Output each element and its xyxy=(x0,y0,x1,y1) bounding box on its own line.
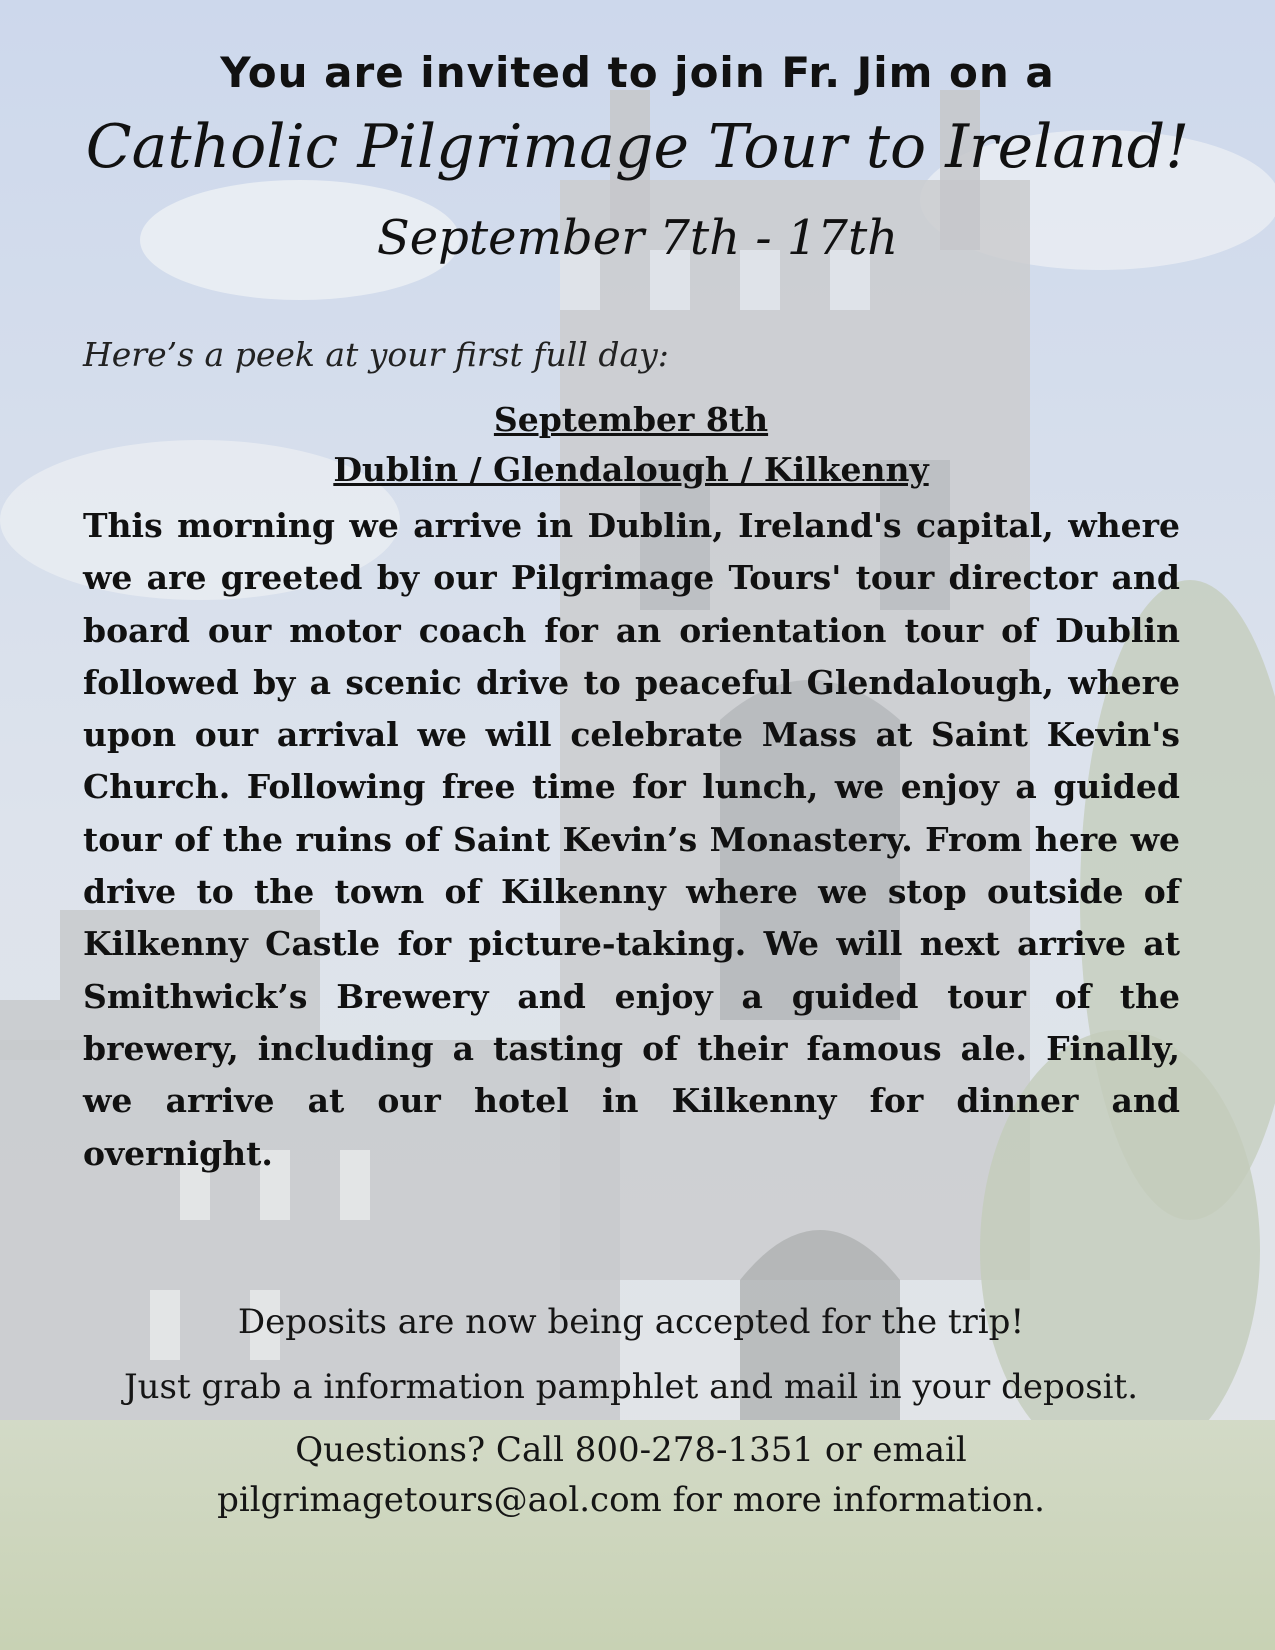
tour-dates: September 7th - 17th xyxy=(376,210,899,266)
itinerary-paragraph: This morning we arrive in Dublin, Ireland's capital, where we are greeted by our Pilgrimage Tours' tour director and board our motor coach for an orientation tour of Dublin followed by a scenic drive to peaceful Glendalough, where upon our arrival we will celebrate Mass at Saint Kevin's Church. Following free time for lunch, we enjoy a guided tour of the ruins of Saint Kevin’s Monastery. From here we drive to the town of Kilkenny where we stop outside of Kilkenny Castle for picture-taking. We will next arrive at Smithwick’s Brewery and enjoy a guided tour of the brewery, including a tasting of their famous ale. Finally, we arrive at our hotel in Kilkenny for dinner and overnight. xyxy=(83,506,1180,1173)
pamphlet-line: Just grab a information pamphlet and mail in your deposit. xyxy=(123,1367,1139,1407)
questions-line: Questions? Call 800-278-1351 or email xyxy=(295,1430,967,1470)
email-line: pilgrimagetours@aol.com for more information. xyxy=(217,1480,1045,1520)
day-date-heading: September 8th xyxy=(493,400,769,439)
first-day-intro: Here’s a peek at your first full day: xyxy=(83,335,669,374)
route-heading: Dublin / Glendalough / Kilkenny xyxy=(333,450,929,489)
deposits-line: Deposits are now being accepted for the trip! xyxy=(237,1302,1025,1342)
invitation-headline: You are invited to join Fr. Jim on a xyxy=(220,48,1055,97)
tour-title: Catholic Pilgrimage Tour to Ireland! xyxy=(85,112,1190,182)
